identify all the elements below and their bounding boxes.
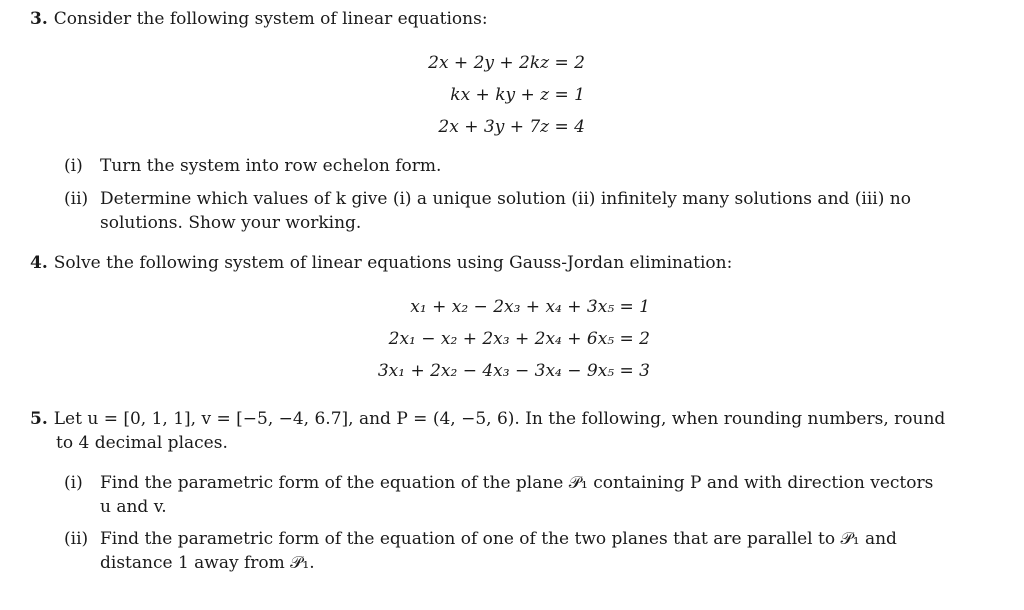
q3-part-ii-label: (ii) <box>64 189 89 209</box>
q4-equation-3: 3x₁ + 2x₂ − 4x₃ − 3x₄ − 9x₅ = 3 <box>377 361 650 381</box>
question-3 <box>30 7 980 31</box>
q3-equation-2: kx + ky + z = 1 <box>450 85 585 105</box>
q5-part-i-label: (i) <box>64 473 83 493</box>
question-3-equations <box>420 47 585 143</box>
q3-part-i-text: Turn the system into row echelon form. <box>100 156 442 176</box>
question-5-number: 5. <box>30 409 48 429</box>
question-4 <box>30 251 980 275</box>
q3-part-ii-text-2: solutions. Show your working. <box>100 213 362 233</box>
question-3-number: 3. <box>30 9 48 29</box>
q3-equation-1: 2x + 2y + 2kz = 2 <box>428 53 585 73</box>
q5-part-i-text-2: u and v. <box>100 497 167 517</box>
q4-equation-1: x₁ + x₂ − 2x₃ + x₄ + 3x₅ = 1 <box>410 297 650 317</box>
q5-part-i <box>64 471 964 519</box>
q5-part-i-text-1: Find the parametric form of the equation of the plane 𝒫₁ containing P and with direction vectors <box>100 473 934 493</box>
question-3-prompt: Consider the following system of linear equations: <box>53 9 488 29</box>
q5-part-ii-text-1: Find the parametric form of the equation of one of the two planes that are parallel to 𝒫₁ and <box>100 529 897 549</box>
q3-equation-3: 2x + 3y + 7z = 4 <box>438 117 585 137</box>
question-4-number: 4. <box>30 253 48 273</box>
question-5 <box>30 407 980 455</box>
q5-part-ii-label: (ii) <box>64 529 89 549</box>
question-5-prompt-2: to 4 decimal places. <box>56 433 228 453</box>
q4-equation-2: 2x₁ − x₂ + 2x₃ + 2x₄ + 6x₅ = 2 <box>388 329 650 349</box>
question-5-prompt-1: Let u = [0, 1, 1], v = [−5, −4, 6.7], and P = (4, −5, 6). In the following, when rounding numbers, round <box>53 409 946 429</box>
q5-part-ii <box>64 527 964 575</box>
q5-part-ii-text-2: distance 1 away from 𝒫₁. <box>100 553 315 573</box>
q3-part-ii-text-1: Determine which values of k give (i) a unique solution (ii) infinitely many solutions and (iii) no <box>100 189 911 209</box>
question-4-equations <box>355 291 650 387</box>
q3-part-i-label: (i) <box>64 156 83 176</box>
question-4-prompt: Solve the following system of linear equations using Gauss-Jordan elimination: <box>53 253 733 273</box>
q3-part-ii <box>64 187 964 235</box>
q3-part-i <box>64 154 964 178</box>
